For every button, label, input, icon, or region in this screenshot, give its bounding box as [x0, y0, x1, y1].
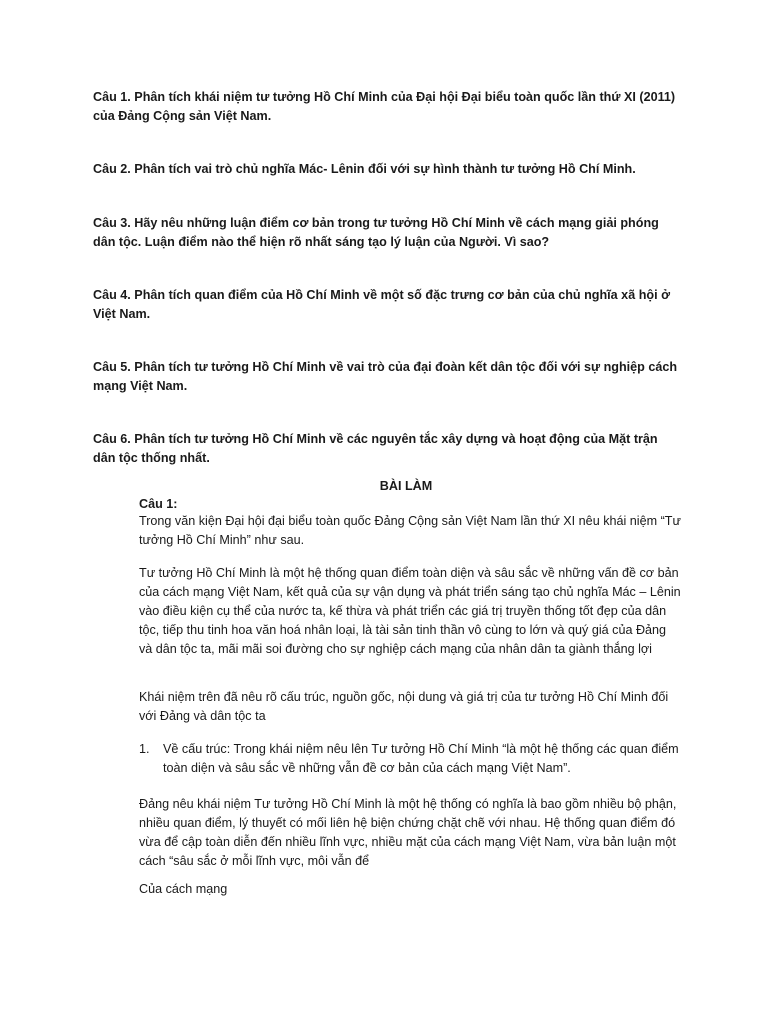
answer-heading: Câu 1:	[139, 497, 178, 511]
answer-paragraph-4: Đảng nêu khái niệm Tư tưởng Hồ Chí Minh là một hệ thống có nghĩa là bao gồm nhiều bộ phận, nhiều quan điểm, lý thuyết có mối liên hệ biện chứng chặt chẽ với nhau. Hệ thống quan điểm đó vừa để cập toàn diễn đến nhiều lĩnh vực, nhiều mặt của cách mạng Việt Nam, vừa bản luận một cách “sâu sắc ở mỗi lĩnh vực, môi vẫn để	[139, 797, 677, 868]
question-1: Câu 1. Phân tích khái niệm tư tưởng Hồ Chí Minh của Đại hội Đại biểu toàn quốc lần thứ XI (2011) của Đảng Cộng sản Việt Nam.	[93, 90, 676, 123]
answer-title: BÀI LÀM	[379, 479, 433, 493]
list-item-text: Về cấu trúc: Trong khái niệm nêu lên Tư tưởng Hồ Chí Minh “là một hệ thống các quan điểm toàn diện và sâu sắc về những vẫn đề cơ bản của cách mạng Việt Nam”.	[163, 742, 679, 775]
answer-paragraph-1: Trong văn kiện Đại hội đại biểu toàn quốc Đảng Cộng sản Việt Nam lần thứ XI nêu khái niệm “Tư tưởng Hồ Chí Minh” như sau.	[139, 514, 681, 547]
question-5: Câu 5. Phân tích tư tưởng Hồ Chí Minh về vai trò của đại đoàn kết dân tộc đối với sự nghiệp cách mạng Việt Nam.	[93, 360, 678, 393]
answer-paragraph-5: Của cách mạng	[139, 882, 228, 896]
numbered-list-item	[139, 740, 681, 778]
question-2: Câu 2. Phân tích vai trò chủ nghĩa Mác- Lênin đối với sự hình thành tư tưởng Hồ Chí Minh.	[93, 162, 636, 176]
answer-paragraph-2: Tư tưởng Hồ Chí Minh là một hệ thống quan điểm toàn diện và sâu sắc về những vấn đề cơ bản của cách mạng Việt Nam, kết quả của sự vận dụng và phát triển sáng tạo chủ nghĩa Mác – Lênin vào điều kiện cụ thể của nước ta, kế thừa và phát triển các giá trị truyền thống tốt đẹp của dân tộc, tiếp thu tinh hoa văn hoá nhân loại, là tài sản tinh thần vô cùng to lớn và quý giá của Đảng và dân tộc ta, mãi mãi soi đường cho sự nghiệp cách mạng của nhân dân ta giành thắng lợi	[139, 566, 681, 656]
question-3: Câu 3. Hãy nêu những luận điểm cơ bản trong tư tưởng Hồ Chí Minh về cách mạng giải phóng dân tộc. Luận điểm nào thể hiện rõ nhất sáng tạo lý luận của Người. Vì sao?	[93, 216, 659, 249]
question-4: Câu 4. Phân tích quan điểm của Hồ Chí Minh về một số đặc trưng cơ bản của chủ nghĩa xã hội ở Việt Nam.	[93, 288, 671, 321]
question-6: Câu 6. Phân tích tư tưởng Hồ Chí Minh về các nguyên tắc xây dựng và hoạt động của Mặt trận dân tộc thống nhất.	[93, 432, 658, 465]
answer-paragraph-3: Khái niệm trên đã nêu rõ cấu trúc, nguồn gốc, nội dung và giá trị của tư tưởng Hồ Chí Minh đối với Đảng và dân tộc ta	[139, 690, 669, 723]
list-item-number: 1.	[139, 742, 150, 756]
